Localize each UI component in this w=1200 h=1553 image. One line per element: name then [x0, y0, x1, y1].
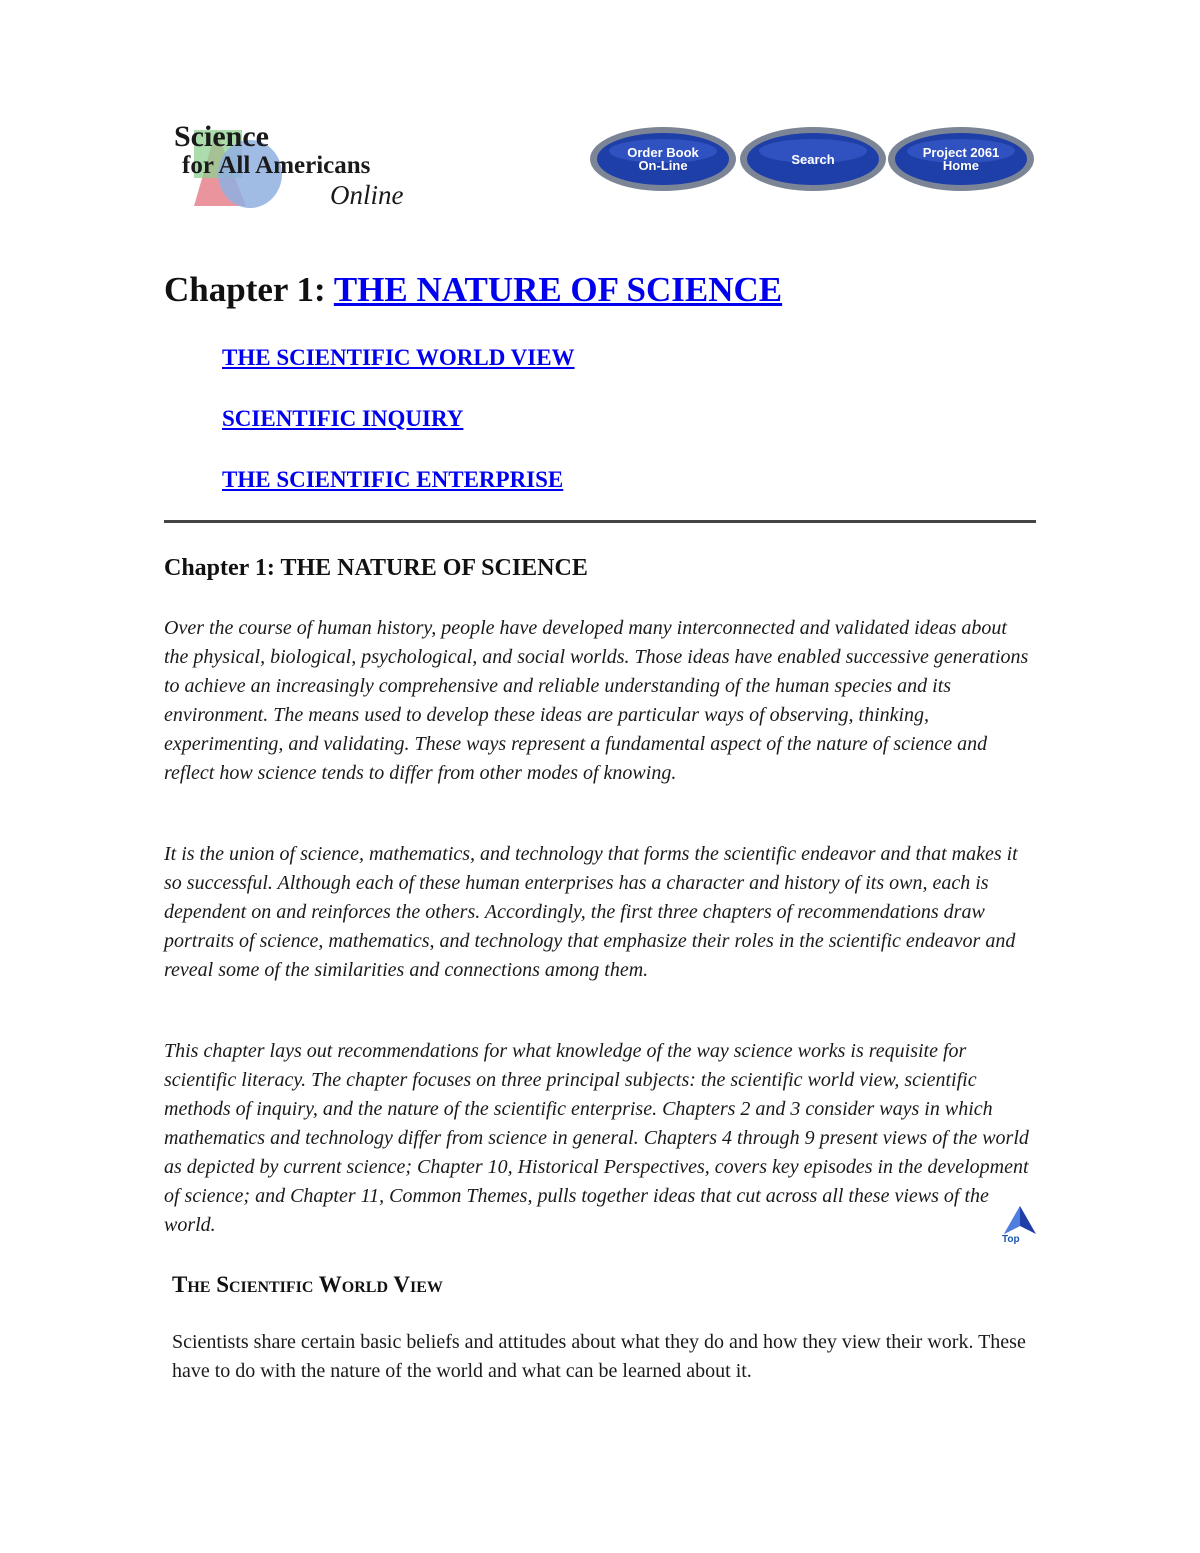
divider: [164, 520, 1036, 523]
toc-link-inquiry[interactable]: SCIENTIFIC INQUIRY: [222, 406, 464, 431]
logo-line-2: for All Americans: [182, 152, 371, 179]
site-logo[interactable]: [172, 118, 422, 214]
world-view-paragraph: Scientists share certain basic beliefs and attitudes about what they do and how they view their work. These have to do with the nature of the world and what can be learned about it.: [172, 1331, 1026, 1382]
toc-item-world-view: [222, 344, 575, 372]
logo-line-3: Online: [330, 180, 404, 210]
order-book-button[interactable]: [588, 125, 738, 193]
toc-link-world-view[interactable]: THE SCIENTIFIC WORLD VIEW: [222, 345, 575, 370]
world-view-heading: The Scientific World View: [172, 1272, 443, 1297]
search-button[interactable]: [738, 125, 888, 193]
order-book-label: Order Book On-Line: [627, 145, 699, 173]
top-label: Top: [1002, 1234, 1020, 1245]
intro-paragraph-2: It is the union of science, mathematics, and technology that forms the scientific endeavor and that makes it so successful. Although each of these human enterprises has a character and history of its own, each is dependent on and reinforces the others. Accordingly, the first three chapters of recommendations draw portraits of science, mathematics, and technology that emphasize their roles in the scientific endeavor and reveal some of the similarities and connections among them.: [164, 843, 1018, 981]
toc-item-inquiry: [222, 405, 463, 433]
up-arrow-icon: [1000, 1204, 1040, 1236]
search-label: Search: [791, 151, 835, 167]
toc-link-enterprise[interactable]: THE SCIENTIFIC ENTERPRISE: [222, 467, 564, 492]
intro-paragraph-3: This chapter lays out recommendations for what knowledge of the way science works is requisite for scientific literacy. The chapter focuses on three principal subjects: the scientific world view, scientific methods of inquiry, and the nature of the scientific enterprise. Chapters 2 and 3 consider ways in which mathematics and technology differ from science in general. Chapters 4 through 9 present views of the world as depicted by current science; Chapter 10, Historical Perspectives, covers key episodes in the development of science; and Chapter 11, Common Themes, pulls together ideas that cut across all these views of the world.: [164, 1040, 1029, 1236]
toc-item-enterprise: [222, 466, 563, 494]
chapter-title: [164, 268, 782, 312]
chapter-prefix: Chapter 1:: [164, 270, 334, 309]
chapter-link[interactable]: THE NATURE OF SCIENCE: [333, 270, 783, 309]
logo-line-1: Science: [174, 120, 269, 153]
intro-paragraph-1: Over the course of human history, people have developed many interconnected and validated ideas about the physical, biological, psychological, and social worlds. Those ideas have enabled successive generations to achieve an increasingly comprehensive and reliable understanding of the human species and its environment. The means used to develop these ideas are particular ways of observing, thinking, experimenting, and validating. These ways represent a fundamental aspect of the nature of science and reflect how science tends to differ from other modes of knowing.: [164, 617, 1029, 784]
project-home-button[interactable]: [886, 125, 1036, 193]
project-home-label: Project 2061 Home: [922, 145, 1000, 173]
back-to-top-link[interactable]: [1000, 1204, 1040, 1248]
section-heading: Chapter 1: THE NATURE OF SCIENCE: [164, 555, 588, 581]
